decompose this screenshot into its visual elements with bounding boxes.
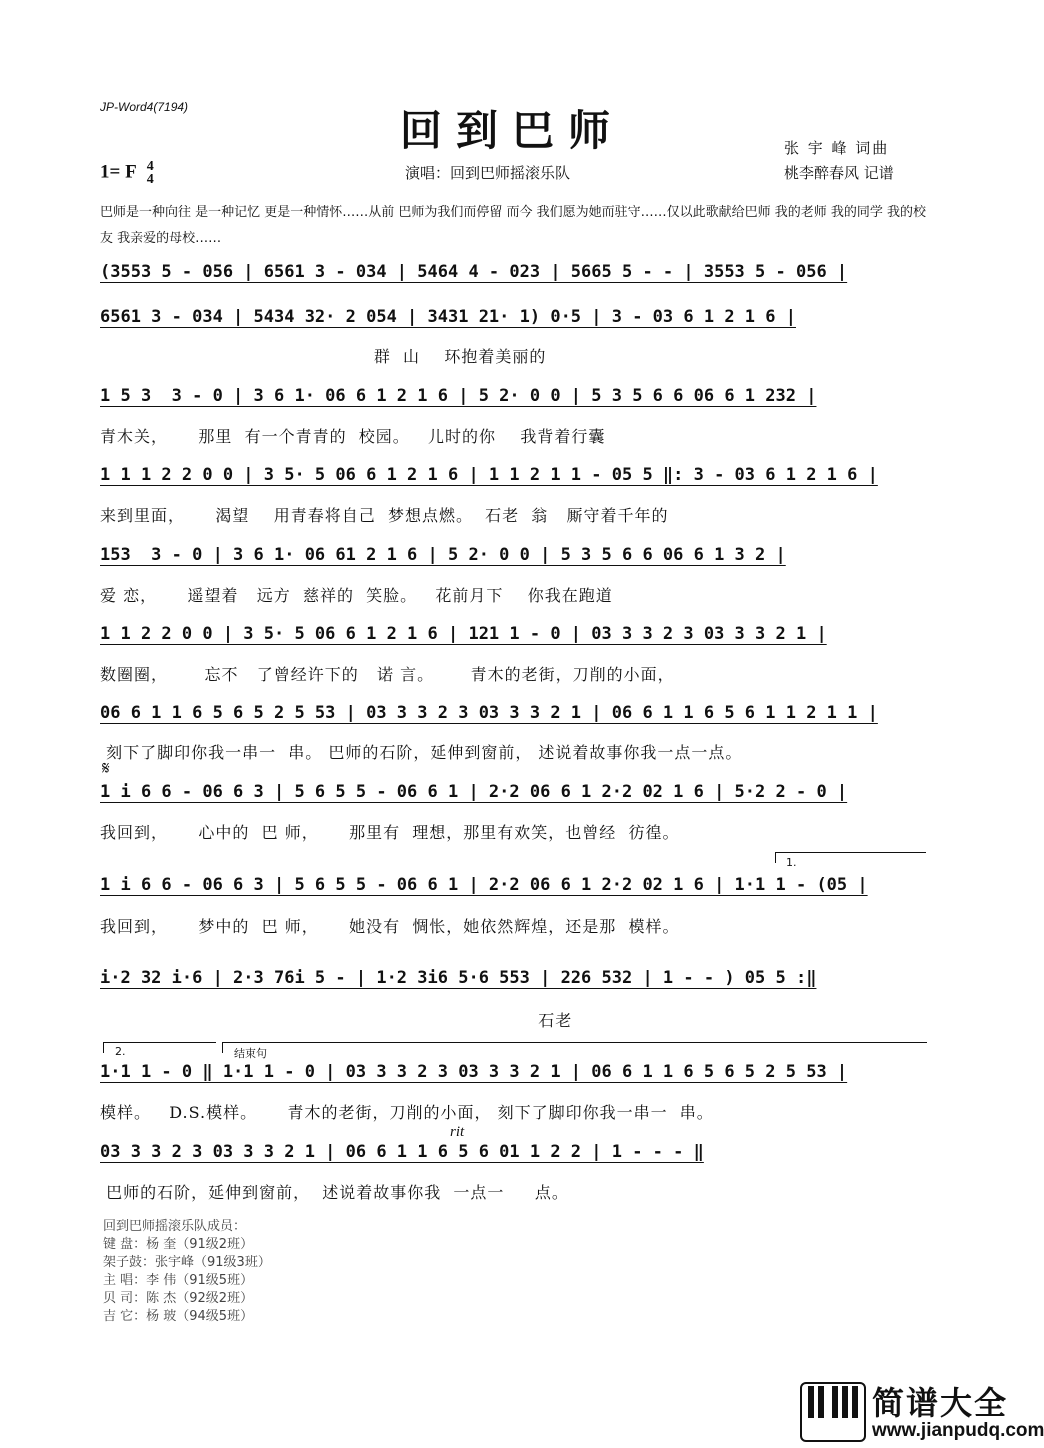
score-row: 1 i 6 6 - 06 6 3 | 5 6 5 5 - 06 6 1 | 2·2 06 6 1 2·2 02 1 6 | 1·1 1 - (05 | (100, 875, 868, 895)
page-title: 回到巴师 (399, 106, 624, 155)
ending-label: 结束句 (234, 1047, 267, 1060)
lyric-line: 模样。 D.S.模样。 青木的老街，刀削的小面， 刻下了脚印你我一串一 串。 (100, 1103, 714, 1122)
piano-keys-icon (800, 1382, 866, 1442)
lyric-line: 群 山 环抱着美丽的 (100, 347, 547, 366)
lyric-line: 青木关， 那里 有一个青青的 校园。 儿时的你 我背着行囊 (100, 427, 606, 446)
singer-credit: 演唱：回到巴师摇滚乐队 (405, 164, 571, 182)
site-logo (800, 1378, 1044, 1448)
score-row: 153 3 - 0 | 3 6 1· 06 61 2 1 6 | 5 2· 0 0 | 5 3 5 6 6 06 6 1 3 2 | (100, 545, 786, 565)
member-entry: 主 唱：李 伟（91级5班） (103, 1273, 254, 1288)
score-row: 06 6 1 1 6 5 6 5 2 5 53 | 03 3 3 2 3 03 3 3 2 1 | 06 6 1 1 6 5 6 1 1 2 1 1 | (100, 703, 878, 723)
score-row: 03 3 3 2 3 03 3 3 2 1 | 06 6 1 1 6 5 6 01 1 2 2 | 1 - - - ‖ (100, 1142, 704, 1162)
source-label: JP-Word4(7194) (100, 100, 189, 114)
score-row: 1 1 2 2 0 0 | 3 5· 5 06 6 1 2 1 6 | 121 1 - 0 | 03 3 3 2 3 03 3 3 2 1 | (100, 624, 827, 644)
score-row: 1 1 1 2 2 0 0 | 3 5· 5 06 6 1 2 1 6 | 1 1 2 1 1 - 05 5 ‖: 3 - 03 6 1 2 1 6 | (100, 465, 878, 485)
member-entry: 键 盘：杨 奎（91级2班） (103, 1237, 254, 1252)
members-heading: 回到巴师摇滚乐队成员： (103, 1219, 247, 1234)
score-row: 1 i 6 6 - 06 6 3 | 5 6 5 5 - 06 6 1 | 2·2 06 6 1 2·2 02 1 6 | 5·2 2 - 0 | (100, 782, 848, 802)
ending-bracket (222, 1042, 927, 1053)
lyric-line: 巴师的石阶，延伸到窗前， 述说着故事你我 一点一 点。 (100, 1183, 569, 1202)
ritardando-mark: rit (450, 1124, 465, 1140)
lyric-line: 我回到， 心中的 巴 师， 那里有 理想，那里有欢笑，也曾经 彷徨。 (100, 823, 680, 842)
time-top: 4 (146, 159, 154, 174)
score-row: (3553 5 - 056 | 6561 3 - 034 | 5464 4 - 023 | 5665 5 - - | 3553 5 - 056 | (100, 262, 848, 282)
key-label: 1= F (100, 161, 136, 183)
logo-brand: 简谱大全 (872, 1384, 1009, 1422)
member-entry: 贝 司：陈 杰（92级2班） (103, 1291, 254, 1306)
lyric-line: 石老 (100, 1011, 573, 1030)
lyric-line: 刻下了脚印你我一串一 串。 巴师的石阶，延伸到窗前， 述说着故事你我一点一点。 (100, 743, 743, 762)
lyric-line: 我回到， 梦中的 巴 师， 她没有 惆怅，她依然辉煌，还是那 模样。 (100, 917, 680, 936)
score-row: 1·1 1 - 0 ‖ 1·1 1 - 0 | 03 3 3 2 3 03 3 3 2 1 | 06 6 1 1 6 5 6 5 2 5 53 | (100, 1062, 848, 1082)
composer-credit: 张 宇 峰 词曲 (784, 139, 890, 157)
lyric-line: 爱 恋， 遥望着 远方 慈祥的 笑脸。 花前月下 你我在跑道 (100, 586, 613, 605)
transcriber-credit: 桃李醉春风 记谱 (784, 164, 894, 182)
key-signature (100, 160, 154, 186)
band-members (103, 1218, 271, 1326)
score-row: 1 5 3 3 - 0 | 3 6 1· 06 6 1 2 1 6 | 5 2· 0 0 | 5 3 5 6 6 06 6 1 232 | (100, 386, 817, 406)
logo-url: www.jianpudq.com (872, 1420, 1044, 1441)
volta-2-label: 2. (115, 1045, 126, 1058)
lyric-line: 数圈圈， 忘不 了曾经许下的 诺 言。 青木的老街，刀削的小面， (100, 665, 675, 684)
member-entry: 架子鼓：张宇峰（91级3班） (103, 1255, 271, 1270)
time-signature (147, 160, 154, 186)
time-bottom: 4 (146, 172, 154, 187)
score-row: i·2 32 i·6 | 2·3 76i 5 - | 1·2 3i6 5·6 553 | 226 532 | 1 - - ) 05 5 :‖ (100, 968, 817, 988)
member-entry: 吉 它：杨 玻（94级5班） (103, 1309, 254, 1324)
intro-text: 巴师是一种向往 是一种记忆 更是一种情怀……从前 巴师为我们而停留 而今 我们愿为她而驻守……仅以此歌献给巴师 我的老师 我的同学 我的校友 我亲爱的母校…… (100, 205, 927, 246)
score-row: 6561 3 - 034 | 5434 32· 2 054 | 3431 21· 1) 0·5 | 3 - 03 6 1 2 1 6 | (100, 307, 796, 327)
volta-bracket (775, 852, 926, 863)
volta-1-label: 1. (786, 856, 797, 869)
lyric-line: 来到里面， 渴望 用青春将自己 梦想点燃。 石老 翁 厮守着千年的 (100, 506, 669, 525)
segno-mark: 𝄋 (102, 758, 110, 779)
